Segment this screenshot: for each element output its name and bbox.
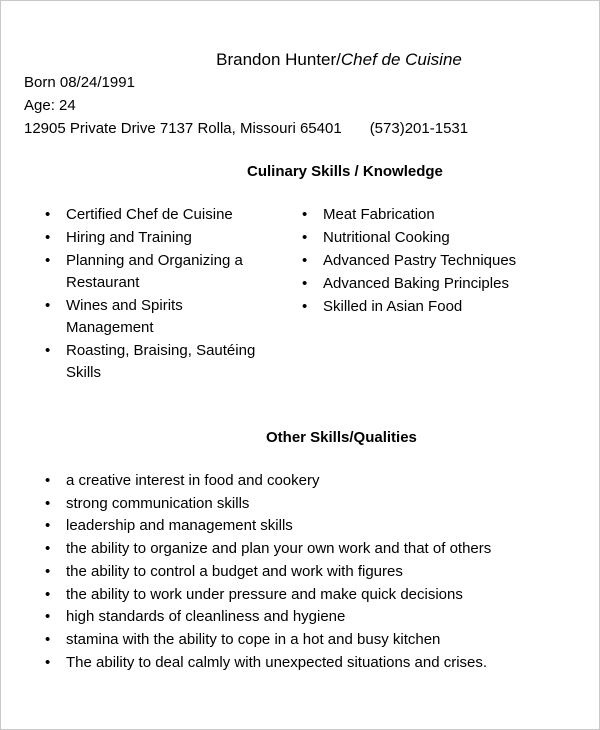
list-item: • Advanced Pastry Techniques xyxy=(302,250,552,272)
list-item: • strong communication skills xyxy=(45,493,585,516)
phone-number: (573)201-1531 xyxy=(369,120,469,137)
list-item: • Nutritional Cooking xyxy=(302,227,552,249)
list-item: • the ability to work under pressure and make quick decisions xyxy=(45,584,585,607)
list-item: • Hiring and Training xyxy=(45,227,260,249)
culinary-skills-heading: Culinary Skills / Knowledge xyxy=(247,163,443,180)
list-item: • Advanced Baking Principles xyxy=(302,273,552,295)
resume-title xyxy=(1,50,600,70)
culinary-skills-right-list xyxy=(302,204,552,319)
list-item: • the ability to control a budget and work with figures xyxy=(45,561,585,584)
contact-line xyxy=(24,120,468,137)
list-item: • a creative interest in food and cookery xyxy=(45,470,585,493)
age: Age: 24 xyxy=(24,97,76,114)
list-item: • Wines and Spirits Management xyxy=(45,295,260,339)
list-item: • leadership and management skills xyxy=(45,515,585,538)
candidate-name: Brandon Hunter/ xyxy=(216,50,341,69)
candidate-role: Chef de Cuisine xyxy=(340,50,462,69)
list-item: • stamina with the ability to cope in a hot and busy kitchen xyxy=(45,629,585,652)
list-item: • Planning and Organizing a Restaurant xyxy=(45,250,260,294)
birth-date: Born 08/24/1991 xyxy=(24,74,135,91)
list-item: • Meat Fabrication xyxy=(302,204,552,226)
culinary-skills-left-list xyxy=(45,204,260,385)
other-skills-list xyxy=(45,470,585,674)
list-item: • high standards of cleanliness and hygiene xyxy=(45,606,585,629)
address: 12905 Private Drive 7137 Rolla, Missouri 65401 xyxy=(24,120,342,137)
list-item: • Certified Chef de Cuisine xyxy=(45,204,260,226)
list-item: • The ability to deal calmly with unexpected situations and crises. xyxy=(45,652,585,675)
list-item: • the ability to organize and plan your own work and that of others xyxy=(45,538,585,561)
list-item: • Roasting, Braising, Sautéing Skills xyxy=(45,340,260,384)
list-item: • Skilled in Asian Food xyxy=(302,296,552,318)
other-skills-heading: Other Skills/Qualities xyxy=(266,429,417,446)
